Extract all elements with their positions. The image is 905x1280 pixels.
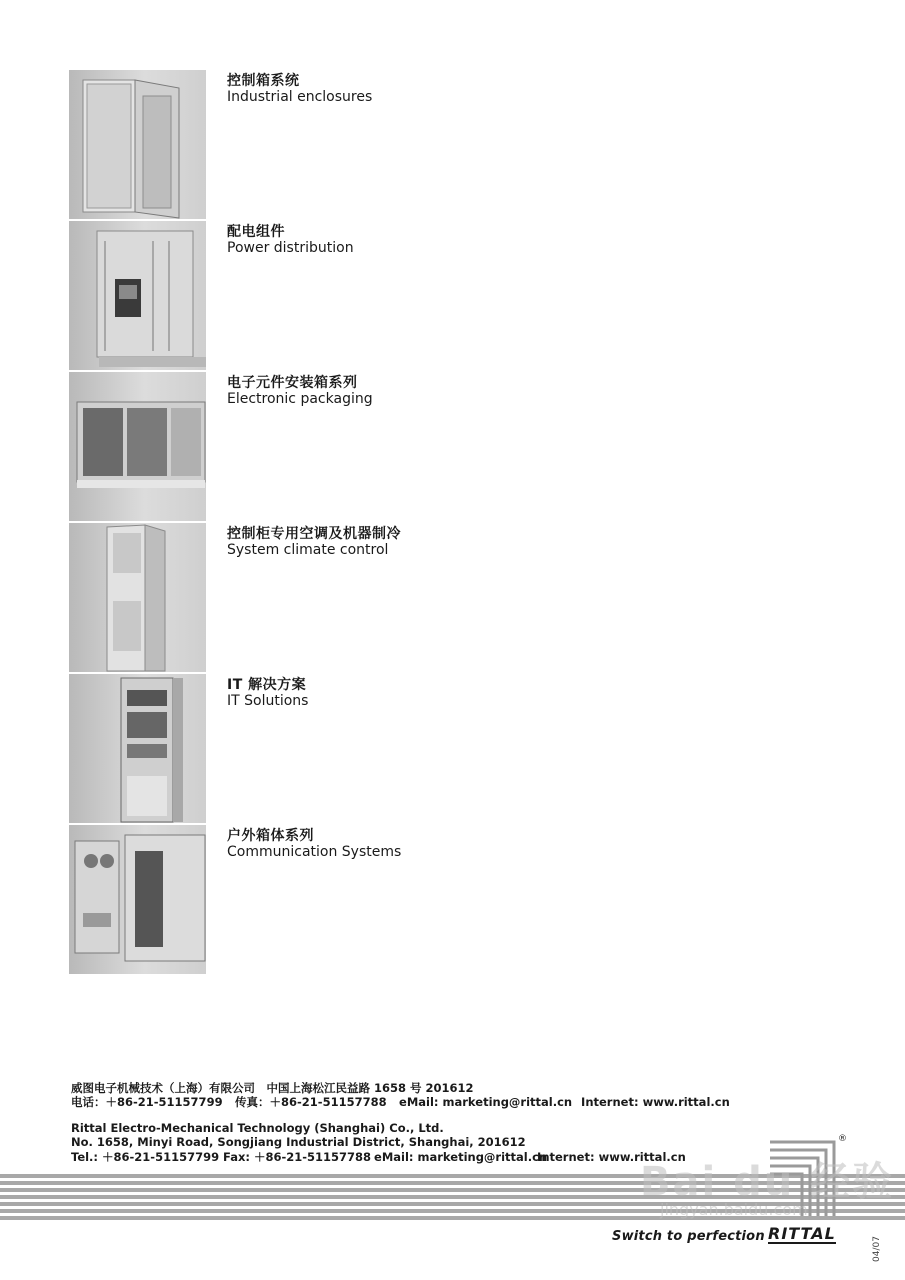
en-internet: Internet: www.rittal.cn (537, 1150, 686, 1164)
product-title-en: IT Solutions (227, 693, 309, 709)
product-item (69, 825, 569, 974)
product-title-en: Industrial enclosures (227, 89, 373, 105)
baidu-watermark-url: jingyan.baidu.com (660, 1200, 808, 1219)
product-title-zh: IT 解决方案 (227, 677, 307, 693)
product-title-zh: 控制柜专用空调及机器制冷 (227, 526, 401, 542)
product-title-zh: 配电组件 (227, 224, 285, 240)
date-code: 04/07 (872, 1236, 882, 1262)
brand-name: RITTAL (768, 1224, 836, 1243)
product-item (69, 372, 569, 521)
footer-cn-company: 威图电子机械技术（上海）有限公司 中国上海松江民益路 1658 号 201612 (71, 1081, 474, 1095)
cn-tel: 电话：＋86-21-51157799 (71, 1095, 223, 1109)
registered-mark: ® (838, 1134, 847, 1144)
footer-cn-contact (71, 1094, 730, 1110)
product-item (69, 221, 569, 370)
product-title-zh: 电子元件安装箱系列 (227, 375, 358, 391)
brand-tagline: Switch to perfection (612, 1229, 765, 1244)
climate-control-image (69, 523, 206, 672)
electronic-packaging-image (69, 372, 206, 521)
product-title-en: Communication Systems (227, 844, 402, 860)
product-title-en: Power distribution (227, 240, 354, 256)
cn-internet: Internet: www.rittal.cn (581, 1095, 730, 1109)
en-fax: Fax: ＋86-21-51157788 (223, 1150, 372, 1164)
product-title-zh: 控制箱系统 (227, 73, 300, 89)
en-email: eMail: marketing@rittal.cn (374, 1150, 548, 1164)
footer-en-company: Rittal Electro-Mechanical Technology (Shanghai) Co., Ltd. (71, 1121, 444, 1135)
footer-en-address: No. 1658, Minyi Road, Songjiang Industrial District, Shanghai, 201612 (71, 1135, 526, 1149)
product-title-zh: 户外箱体系列 (227, 828, 314, 844)
baidu-watermark: Bai du 经验 (640, 1159, 895, 1205)
product-item (69, 523, 569, 672)
power-distribution-image (69, 221, 206, 370)
product-item (69, 70, 569, 219)
product-title-en: Electronic packaging (227, 391, 373, 407)
industrial-enclosure-image (69, 70, 206, 219)
en-tel: Tel.: ＋86-21-51157799 (71, 1150, 220, 1164)
cn-fax: 传真：＋86-21-51157788 (235, 1095, 387, 1109)
footer-en-contact (71, 1149, 686, 1165)
it-solutions-image (69, 674, 206, 823)
product-title-en: System climate control (227, 542, 389, 558)
communication-systems-image (69, 825, 206, 974)
product-item (69, 674, 569, 823)
cn-email: eMail: marketing@rittal.cn (399, 1095, 573, 1109)
